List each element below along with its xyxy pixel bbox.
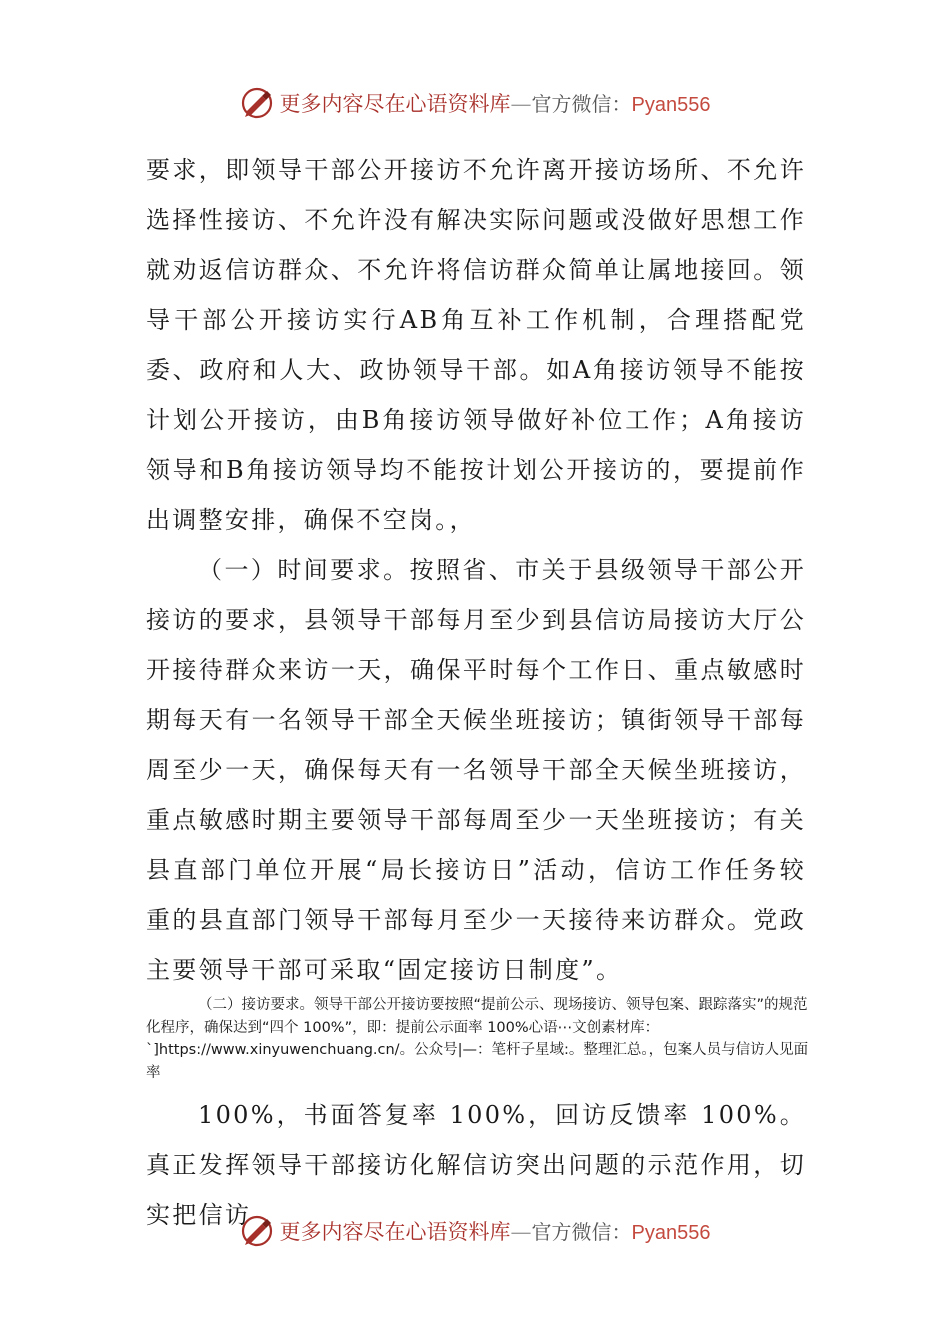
footer-banner bbox=[0, 1211, 950, 1251]
paragraph-time-requirements: （一）时间要求。按照省、市关于县级领导干部公开接访的要求，县领导干部每月至少到县信访局接访大厅公开接待群众来访一天，确保平时每个工作日、重点敏感时期每天有一名领导干部全天候坐班接访；镇街领导干部每周至少一天，确保每天有一名领导干部全天候坐班接访，重点敏感时期主要领导干部每周至少一天坐班接访；有关县直部门单位开展“局长接访日”活动，信访工作任务较重的县直部门领导干部每月至少一天接待来访群众。党政主要领导干部可采取“固定接访日制度”。 bbox=[146, 556, 806, 984]
header-separator: — bbox=[510, 92, 532, 116]
footer-wechat-label: 官方微信： bbox=[531, 1220, 632, 1244]
footer-brand-text bbox=[280, 1216, 711, 1246]
header-wechat-id: Pyan556 bbox=[631, 94, 711, 116]
footer-separator: — bbox=[510, 1220, 532, 1244]
pen-logo-icon bbox=[240, 86, 274, 120]
footer-wechat-id: Pyan556 bbox=[631, 1222, 711, 1244]
paragraph-reception-requirements: （二）接访要求。领导干部公开接访要按照“提前公示、现场接访、领导包案、跟踪落实”的规范化程序，确保达到“四个 100%”，即：提前公示面率 100%心语⋯文创素材库：`]https://www.xinyuwenchuang.cn/。公众号|—：笔杆子星域:。整理汇总。，包案人员与信访人见面率 bbox=[146, 997, 809, 1081]
footer-brand-name: 更多内容尽在心语资料库 bbox=[279, 1220, 511, 1244]
header-brand-text bbox=[280, 88, 711, 118]
paragraph-continuation-text: 100%，书面答复率 100%，回访反馈率 100%。真正发挥领导干部接访化解信访突出问题的示范作用，切实把信访 bbox=[146, 1101, 806, 1229]
header-wechat-label: 官方微信： bbox=[531, 92, 632, 116]
header-brand-name: 更多内容尽在心语资料库 bbox=[279, 92, 511, 116]
pen-logo-icon bbox=[240, 1214, 274, 1248]
header-banner bbox=[0, 83, 950, 123]
paragraph-requirements: 要求，即领导干部公开接访不允许离开接访场所、不允许选择性接访、不允许没有解决实际问题或没做好思想工作就劝返信访群众、不允许将信访群众简单让属地接回。领导干部公开接访实行AB角互补工作机制，合理搭配党委、政府和人大、政协领导干部。如A角接访领导不能按计划公开接访，由B角接访领导做好补位工作；A角接访领导和B角接访领导均不能按计划公开接访的，要提前作出调整安排，确保不空岗。， bbox=[146, 156, 806, 534]
